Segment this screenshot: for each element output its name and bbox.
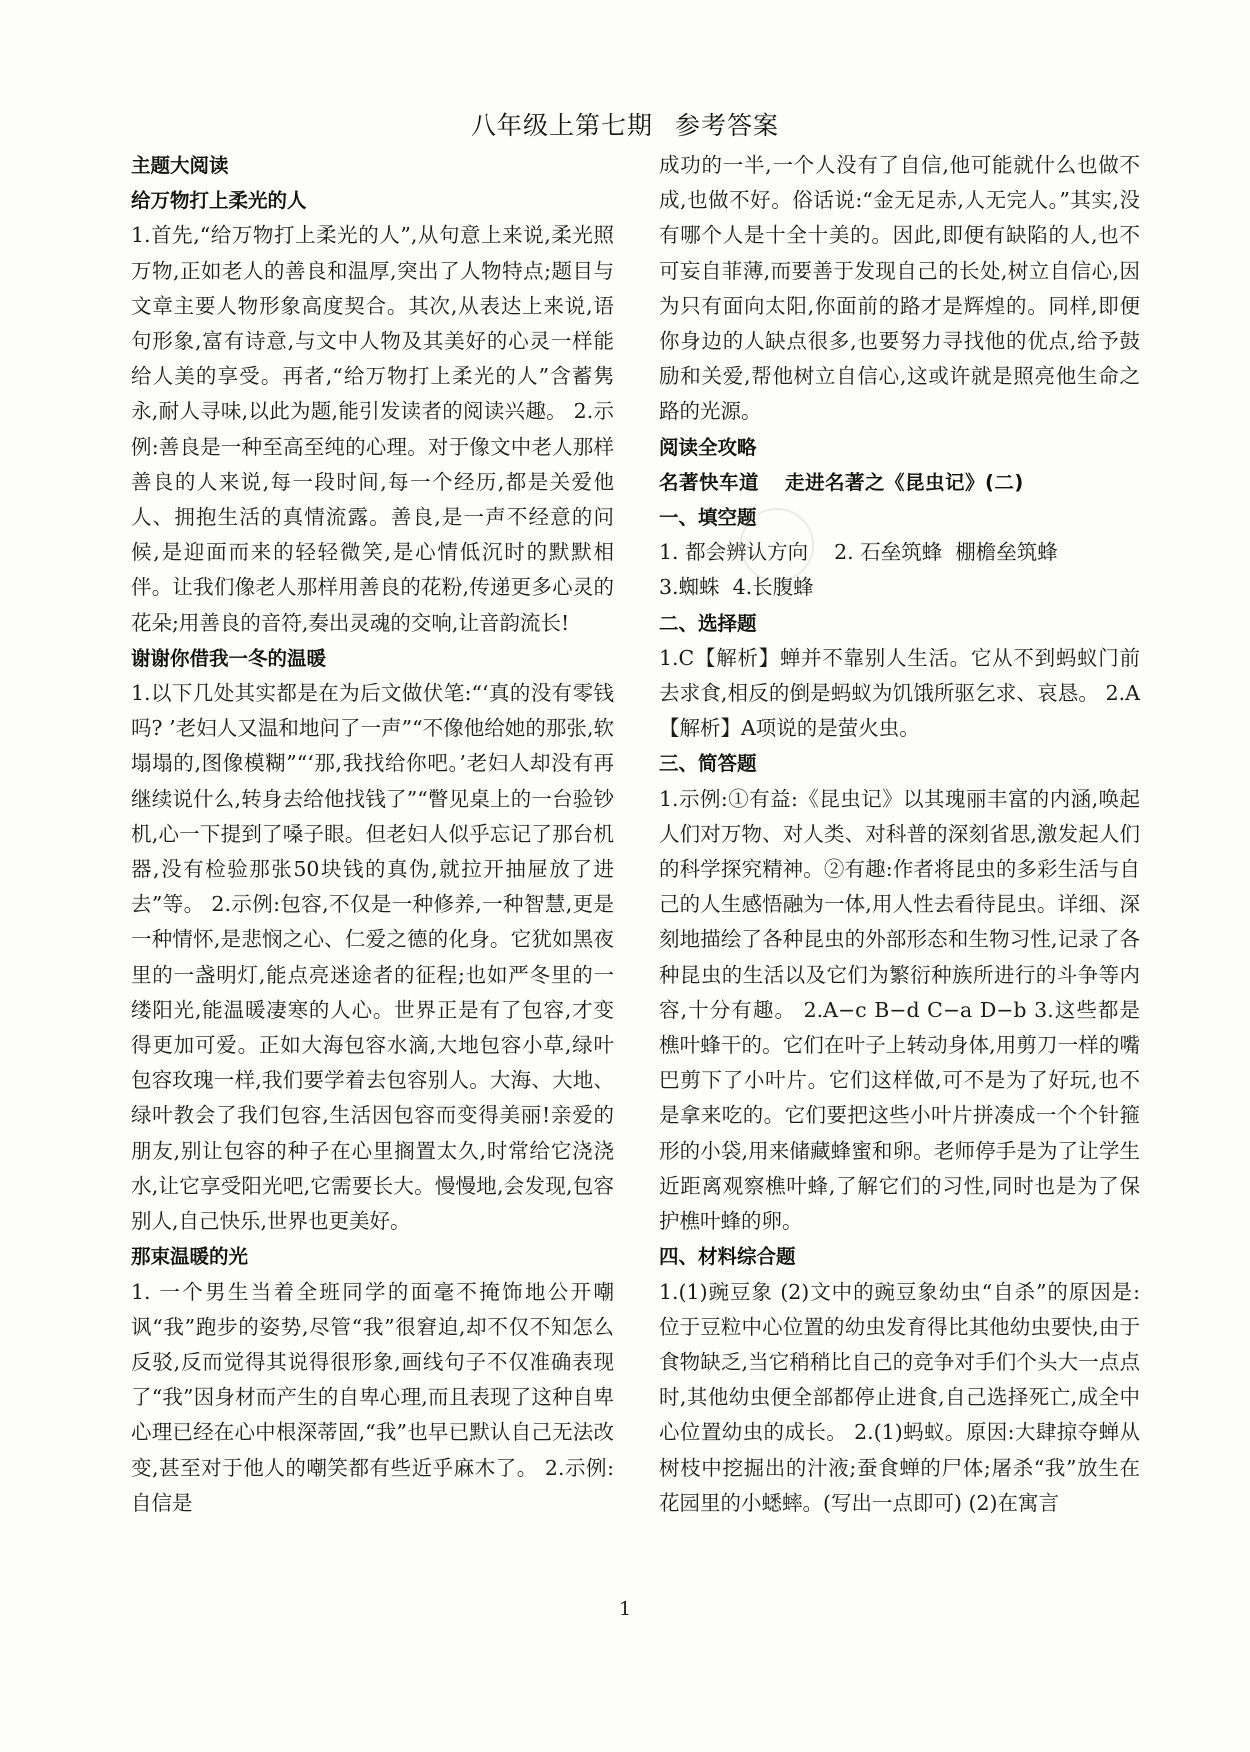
answer-multiple-choice: 1.C【解析】蝉并不靠别人生活。它从不到蚂蚁门前去求食,相反的倒是蚂蚁为饥饿所驱乞求、哀恳。 2.A【解析】A项说的是萤火虫。 bbox=[659, 645, 1140, 741]
answer-fill-blank-line-2: 3.蜘蛛 4.长腹蜂 bbox=[659, 575, 814, 600]
sub-heading-classics-b: 走进名著之《昆虫记》(二) bbox=[785, 470, 1024, 494]
page-title-answers: 参考答案 bbox=[675, 111, 780, 140]
question-title-multiple-choice: 二、选择题 bbox=[659, 611, 757, 635]
answer-fill-blank-line-1: 1. 都会辨认方向 2. 石垒筑蜂 棚檐垒筑蜂 bbox=[659, 540, 1058, 565]
article-title-2: 谢谢你借我一冬的温暖 bbox=[131, 646, 327, 670]
page-number: 1 bbox=[618, 1598, 632, 1620]
page-title bbox=[0, 106, 1250, 142]
article-answer-2: 1.以下几处其实都是在为后文做伏笔:“‘真的没有零钱吗? ’老妇人又温和地问了一声”“不像他给她的那张,软塌塌的,图像模糊”“‘那,我找给你吧。’老妇人却没有再继续说什么,转身去给他找钱了”“瞥见桌上的一台验钞机,心一下提到了嗓子眼。但老妇人似乎忘记了那台机器,没有检验那张50块钱的真伪,就拉开抽屉放了进去”等。 2.示例:包容,不仅是一种修养,一种智慧,更是一种情怀,是悲悯之心、仁爱之德的化身。它犹如黑夜里的一盏明灯,能点亮迷途者的征程;也如严冬里的一缕阳光,能温暖凄寒的人心。世界正是有了包容,才变得更加可爱。正如大海包容水滴,大地包容小草,绿叶包容玫瑰一样,我们要学着去包容别人。大海、大地、绿叶教会了我们包容,生活因包容而变得美丽!亲爱的朋友,别让包容的种子在心里搁置太久,时常给它浇浇水,让它享受阳光吧,它需要长大。慢慢地,会发现,包容别人,自己快乐,世界也更美好。 bbox=[131, 681, 614, 1234]
page-title-grade: 八年级上第七期 bbox=[470, 111, 653, 140]
question-title-material: 四、材料综合题 bbox=[659, 1245, 796, 1269]
question-title-fill-blank: 一、填空题 bbox=[659, 506, 757, 530]
answer-material: 1.(1)豌豆象 (2)文中的豌豆象幼虫“自杀”的原因是:位于豆粒中心位置的幼虫发育得比其他幼虫要快,由于食物缺乏,当它稍稍比自己的竞争对手们个头大一点点时,其他幼虫便全部都停止进食,自己选择死亡,成全中心位置幼虫的成长。 2.(1)蚂蚁。原因:大肆掠夺蝉从树枝中挖掘出的汁液;蚕食蝉的尸体;屠杀“我”放生在花园里的小蟋蟀。(写出一点即可) (2)在寓言 bbox=[659, 1279, 1140, 1515]
article-title-1: 给万物打上柔光的人 bbox=[131, 189, 307, 213]
left-column bbox=[131, 148, 614, 1521]
article-answer-3: 1. 一个男生当着全班同学的面毫不掩饰地公开嘲讽“我”跑步的姿势,尽管“我”很窘迫,却不仅不知怎么反驳,反而觉得其说得很形象,画线句子不仅准确表现了“我”因身材而产生的自卑心理,而且表现了这种自卑心理已经在心中根深蒂固,“我”也早已默认自己无法改变,甚至对于他人的嘲笑都有些近乎麻木了。 2.示例:自信是 bbox=[131, 1279, 614, 1515]
sub-heading-classics-a: 名著快车道 bbox=[659, 470, 760, 494]
question-title-short-answer: 三、简答题 bbox=[659, 752, 757, 776]
answer-short-answer: 1.示例:①有益:《昆虫记》以其瑰丽丰富的内涵,唤起人们对万物、对人类、对科普的深刻省思,激发起人们的科学探究精神。②有趣:作者将昆虫的多彩生活与自己的人生感悟融为一体,用人性去看待昆虫。详细、深刻地描绘了各种昆虫的外部形态和生物习性,记录了各种昆虫的生活以及它们为繁衍种族所进行的斗争等内容,十分有趣。 2.A−c B−d C−a D−b 3.这些都是樵叶蜂干的。它们在叶子上转动身体,用剪刀一样的嘴巴剪下了小叶片。它们这样做,可不是为了好玩,也不是拿来吃的。它们要把这些小叶片拼凑成一个个针箍形的小袋,用来储藏蜂蜜和卵。老师停手是为了让学生近距离观察樵叶蜂,了解它们的习性,同时也是为了保护樵叶蜂的卵。 bbox=[659, 786, 1140, 1234]
sub-heading-classics bbox=[659, 465, 1140, 500]
article-answer-3-continued: 成功的一半,一个人没有了自信,他可能就什么也做不成,也做不好。俗话说:“金无足赤,人无完人。”其实,没有哪个人是十全十美的。因此,即便有缺陷的人,也不可妄自菲薄,而要善于发现自己的长处,树立自信心,因为只有面向太阳,你面前的路才是辉煌的。同样,即便你身边的人缺点很多,也要努力寻找他的优点,给予鼓励和关爱,帮他树立自信心,这或许就是照亮他生命之路的光源。 bbox=[659, 153, 1140, 424]
section-heading-reading-strategy: 阅读全攻略 bbox=[659, 435, 757, 459]
section-heading-theme-reading: 主题大阅读 bbox=[131, 154, 229, 177]
article-title-3: 那束温暖的光 bbox=[131, 1245, 249, 1269]
article-answer-1: 1.首先,“给万物打上柔光的人”,从句意上来说,柔光照万物,正如老人的善良和温厚,突出了人物特点;题目与文章主要人物形象高度契合。其次,从表达上来说,语句形象,富有诗意,与文中人物及其美好的心灵一样能给人美的享受。再者,“给万物打上柔光的人”含蓄隽永,耐人寻味,以此为题,能引发读者的阅读兴趣。 2.示例:善良是一种至高至纯的心理。对于像文中老人那样善良的人来说,每一段时间,每一个经历,都是关爱他人、拥抱生活的真情流露。善良,是一声不经意的问候,是迎面而来的轻轻微笑,是心情低沉时的默默相伴。让我们像老人那样用善良的花粉,传递更多心灵的花朵;用善良的音符,奏出灵魂的交响,让音韵流长! bbox=[131, 223, 614, 635]
right-column bbox=[659, 148, 1140, 1521]
